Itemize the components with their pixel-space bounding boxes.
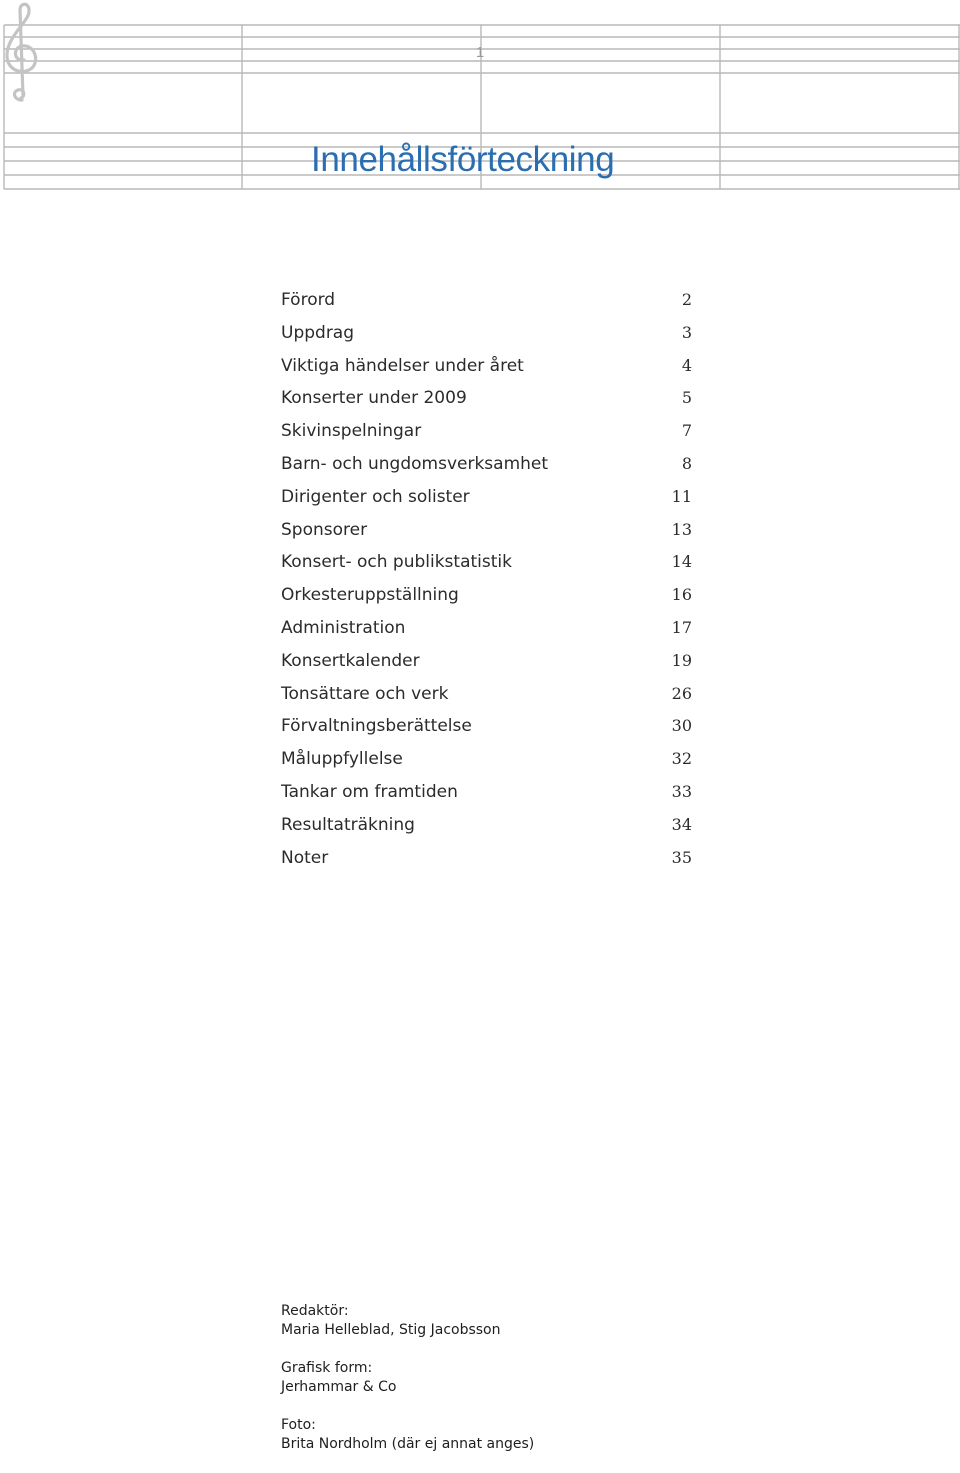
toc-entry-page-number: 7 [681, 421, 692, 441]
toc-entry-label: Måluppfyllelse [281, 749, 403, 770]
toc-entry-label: Barn- och ungdomsverksamhet [281, 453, 549, 474]
toc-entry-page-number: 26 [671, 683, 692, 703]
toc-entry-page-number: 19 [671, 650, 692, 670]
toc-entry [281, 782, 692, 815]
toc-entry-label: Konsertkalender [281, 650, 420, 671]
toc-entry [281, 290, 692, 323]
toc-entry [281, 815, 692, 848]
credit-block [281, 1416, 534, 1454]
toc-entry-label: Konserter under 2009 [281, 388, 467, 409]
credit-name: Maria Helleblad, Stig Jacobsson [281, 1322, 501, 1338]
toc-entry-page-number: 17 [671, 617, 692, 637]
toc-entry [281, 388, 692, 421]
toc-entry-page-number: 32 [671, 749, 692, 769]
toc-entry-page-number: 2 [681, 290, 692, 309]
toc-entry-page-number: 13 [671, 519, 692, 539]
toc-entry [281, 684, 692, 717]
credits [281, 1302, 534, 1473]
toc-entry-page-number: 8 [681, 453, 692, 473]
toc-entry-page-number: 5 [681, 388, 692, 408]
toc-entry [281, 552, 692, 585]
toc-entry [281, 651, 692, 684]
credit-role: Grafisk form: [281, 1360, 373, 1376]
toc-entry [281, 421, 692, 454]
page-number: 1 [475, 44, 485, 61]
toc-entry [281, 454, 692, 487]
toc-entry [281, 618, 692, 651]
toc-entry-page-number: 34 [671, 814, 692, 834]
toc-entry-label: Resultaträkning [281, 814, 415, 835]
credit-name: Jerhammar & Co [281, 1379, 397, 1395]
toc-entry-page-number: 3 [681, 322, 692, 342]
toc-entry-label: Noter [281, 847, 329, 868]
toc-entry-page-number: 4 [681, 355, 692, 375]
toc-entry [281, 323, 692, 356]
credit-role: Redaktör: [281, 1303, 349, 1319]
toc-entry-page-number: 35 [671, 847, 692, 867]
toc-entry-label: Tankar om framtiden [281, 781, 458, 802]
credit-block [281, 1359, 534, 1397]
toc-entry-label: Orkesteruppställning [281, 585, 459, 606]
toc-entry [281, 585, 692, 618]
toc-entry-label: Sponsorer [281, 519, 368, 540]
table-of-contents [281, 290, 692, 880]
toc-entry [281, 749, 692, 782]
toc-entry-page-number: 11 [671, 486, 692, 506]
treble-clef-icon [0, 0, 48, 105]
credit-role: Foto: [281, 1417, 316, 1433]
toc-entry-label: Dirigenter och solister [281, 486, 470, 507]
toc-entry-label: Konsert- och publikstatistik [281, 552, 512, 573]
toc-entry [281, 356, 692, 389]
toc-entry-label: Skivinspelningar [281, 421, 422, 442]
page-title: Innehållsförteckning [311, 140, 615, 179]
credit-block [281, 1302, 534, 1340]
toc-entry-label: Förord [281, 290, 336, 310]
toc-entry-page-number: 33 [671, 781, 692, 801]
credit-name: Brita Nordholm (där ej annat anges) [281, 1436, 535, 1452]
toc-entry [281, 487, 692, 520]
toc-entry-label: Viktiga händelser under året [281, 355, 524, 376]
toc-entry-page-number: 16 [671, 585, 692, 605]
toc-entry-label: Förvaltningsberättelse [281, 716, 472, 737]
toc-entry [281, 848, 692, 881]
toc-entry-label: Tonsättare och verk [281, 683, 449, 704]
toc-entry-page-number: 30 [671, 716, 692, 736]
toc-entry-label: Administration [281, 617, 406, 638]
toc-entry-page-number: 14 [671, 552, 692, 572]
toc-entry-label: Uppdrag [281, 322, 355, 343]
toc-entry [281, 716, 692, 749]
toc-entry [281, 520, 692, 553]
